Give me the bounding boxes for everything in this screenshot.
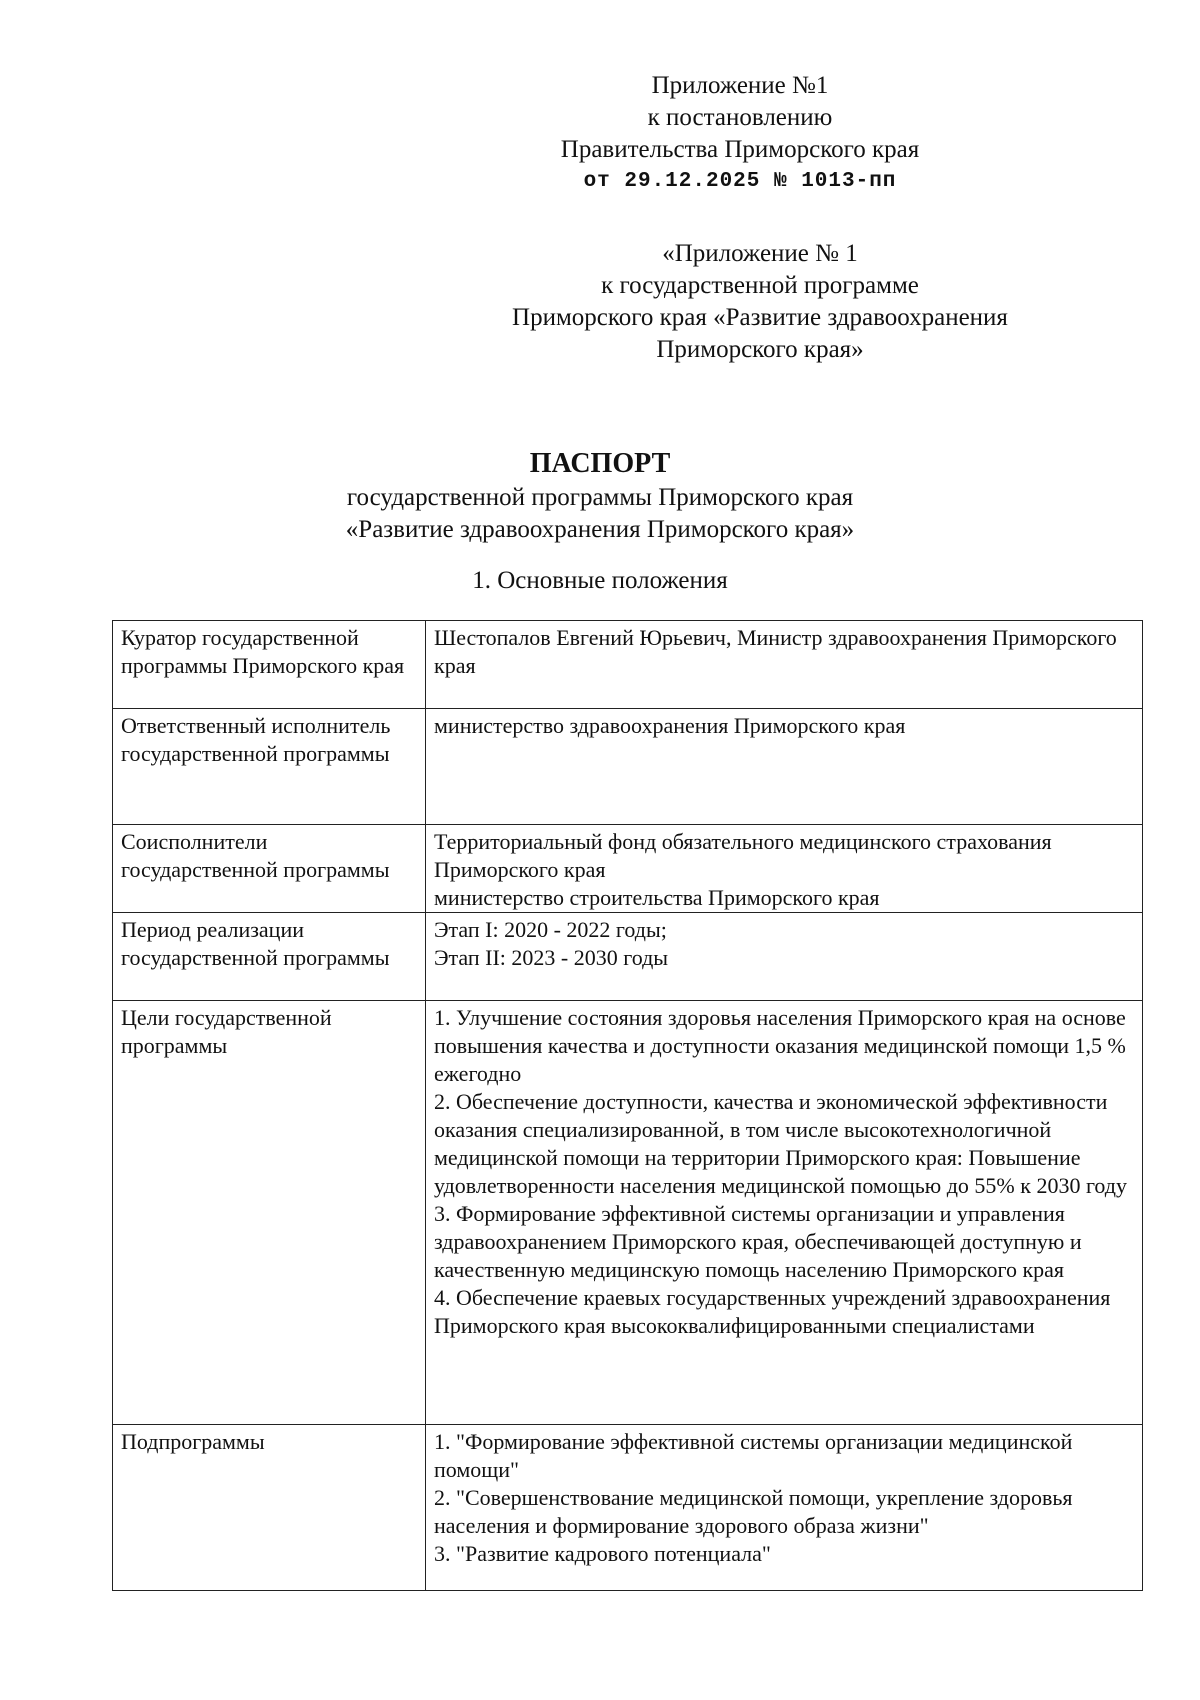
- document-title: [200, 446, 1000, 546]
- table-row: [113, 825, 1143, 913]
- row-value: министерство здравоохранения Приморского края: [426, 709, 1143, 825]
- appendix-resolution-ref: к постановлению: [647, 104, 833, 131]
- appendix-date-number: от 29.12.2025 № 1013-пп: [583, 170, 897, 193]
- table-row: [113, 709, 1143, 825]
- title-line-1: государственной программы Приморского края: [346, 484, 854, 511]
- row-label: Ответственный исполнитель государственной программы: [113, 709, 426, 825]
- table-row: [113, 913, 1143, 1001]
- program-appendix-name-2: Приморского края»: [656, 336, 864, 363]
- row-value: Шестопалов Евгений Юрьевич, Министр здравоохранения Приморского края: [426, 621, 1143, 709]
- passport-table: [112, 620, 1143, 1591]
- table-row: [113, 1001, 1143, 1425]
- row-value: Территориальный фонд обязательного медицинского страхования Приморского края министерство строительства Приморского края: [426, 825, 1143, 913]
- title-heading: ПАСПОРТ: [529, 448, 671, 479]
- row-label: Период реализации государственной программы: [113, 913, 426, 1001]
- appendix-header: [520, 70, 960, 198]
- appendix-number: Приложение №1: [651, 72, 829, 99]
- row-value: 1. "Формирование эффективной системы организации медицинской помощи" 2. "Совершенствование медицинской помощи, укрепление здоровья населения и формирование здорового образа жизни" 3. "Развитие кадрового потенциала": [426, 1425, 1143, 1591]
- title-line-2: «Развитие здравоохранения Приморского края»: [345, 516, 855, 543]
- program-appendix-ref: к государственной программе: [601, 272, 919, 299]
- table-row: [113, 1425, 1143, 1591]
- row-label: Цели государственной программы: [113, 1001, 426, 1425]
- program-appendix-name-1: Приморского края «Развитие здравоохранения: [512, 304, 1008, 331]
- section-heading: 1. Основные положения: [472, 567, 728, 594]
- row-label: Подпрограммы: [113, 1425, 426, 1591]
- row-label: Соисполнители государственной программы: [113, 825, 426, 913]
- program-appendix-number: «Приложение № 1: [662, 240, 858, 267]
- row-label: Куратор государственной программы Приморского края: [113, 621, 426, 709]
- appendix-government: Правительства Приморского края: [560, 136, 920, 163]
- program-appendix-header: [450, 238, 1070, 366]
- row-value: Этап I: 2020 - 2022 годы; Этап II: 2023 - 2030 годы: [426, 913, 1143, 1001]
- row-value: 1. Улучшение состояния здоровья населения Приморского края на основе повышения качества и доступности оказания медицинской помощи 1,5 % ежегодно 2. Обеспечение доступности, качества и экономической эффективности оказания специализированной, в том числе высокотехнологичной медицинской помощи на территории Приморского края: Повышение удовлетворенности населения медицинской помощью до 55% к 2030 году 3. Формирование эффективной системы организации и управления здравоохранением Приморского края, обеспечивающей доступную и качественную медицинскую помощь населению Приморского края 4. Обеспечение краевых государственных учреждений здравоохранения Приморского края высококвалифицированными специалистами: [426, 1001, 1143, 1425]
- table-row: [113, 621, 1143, 709]
